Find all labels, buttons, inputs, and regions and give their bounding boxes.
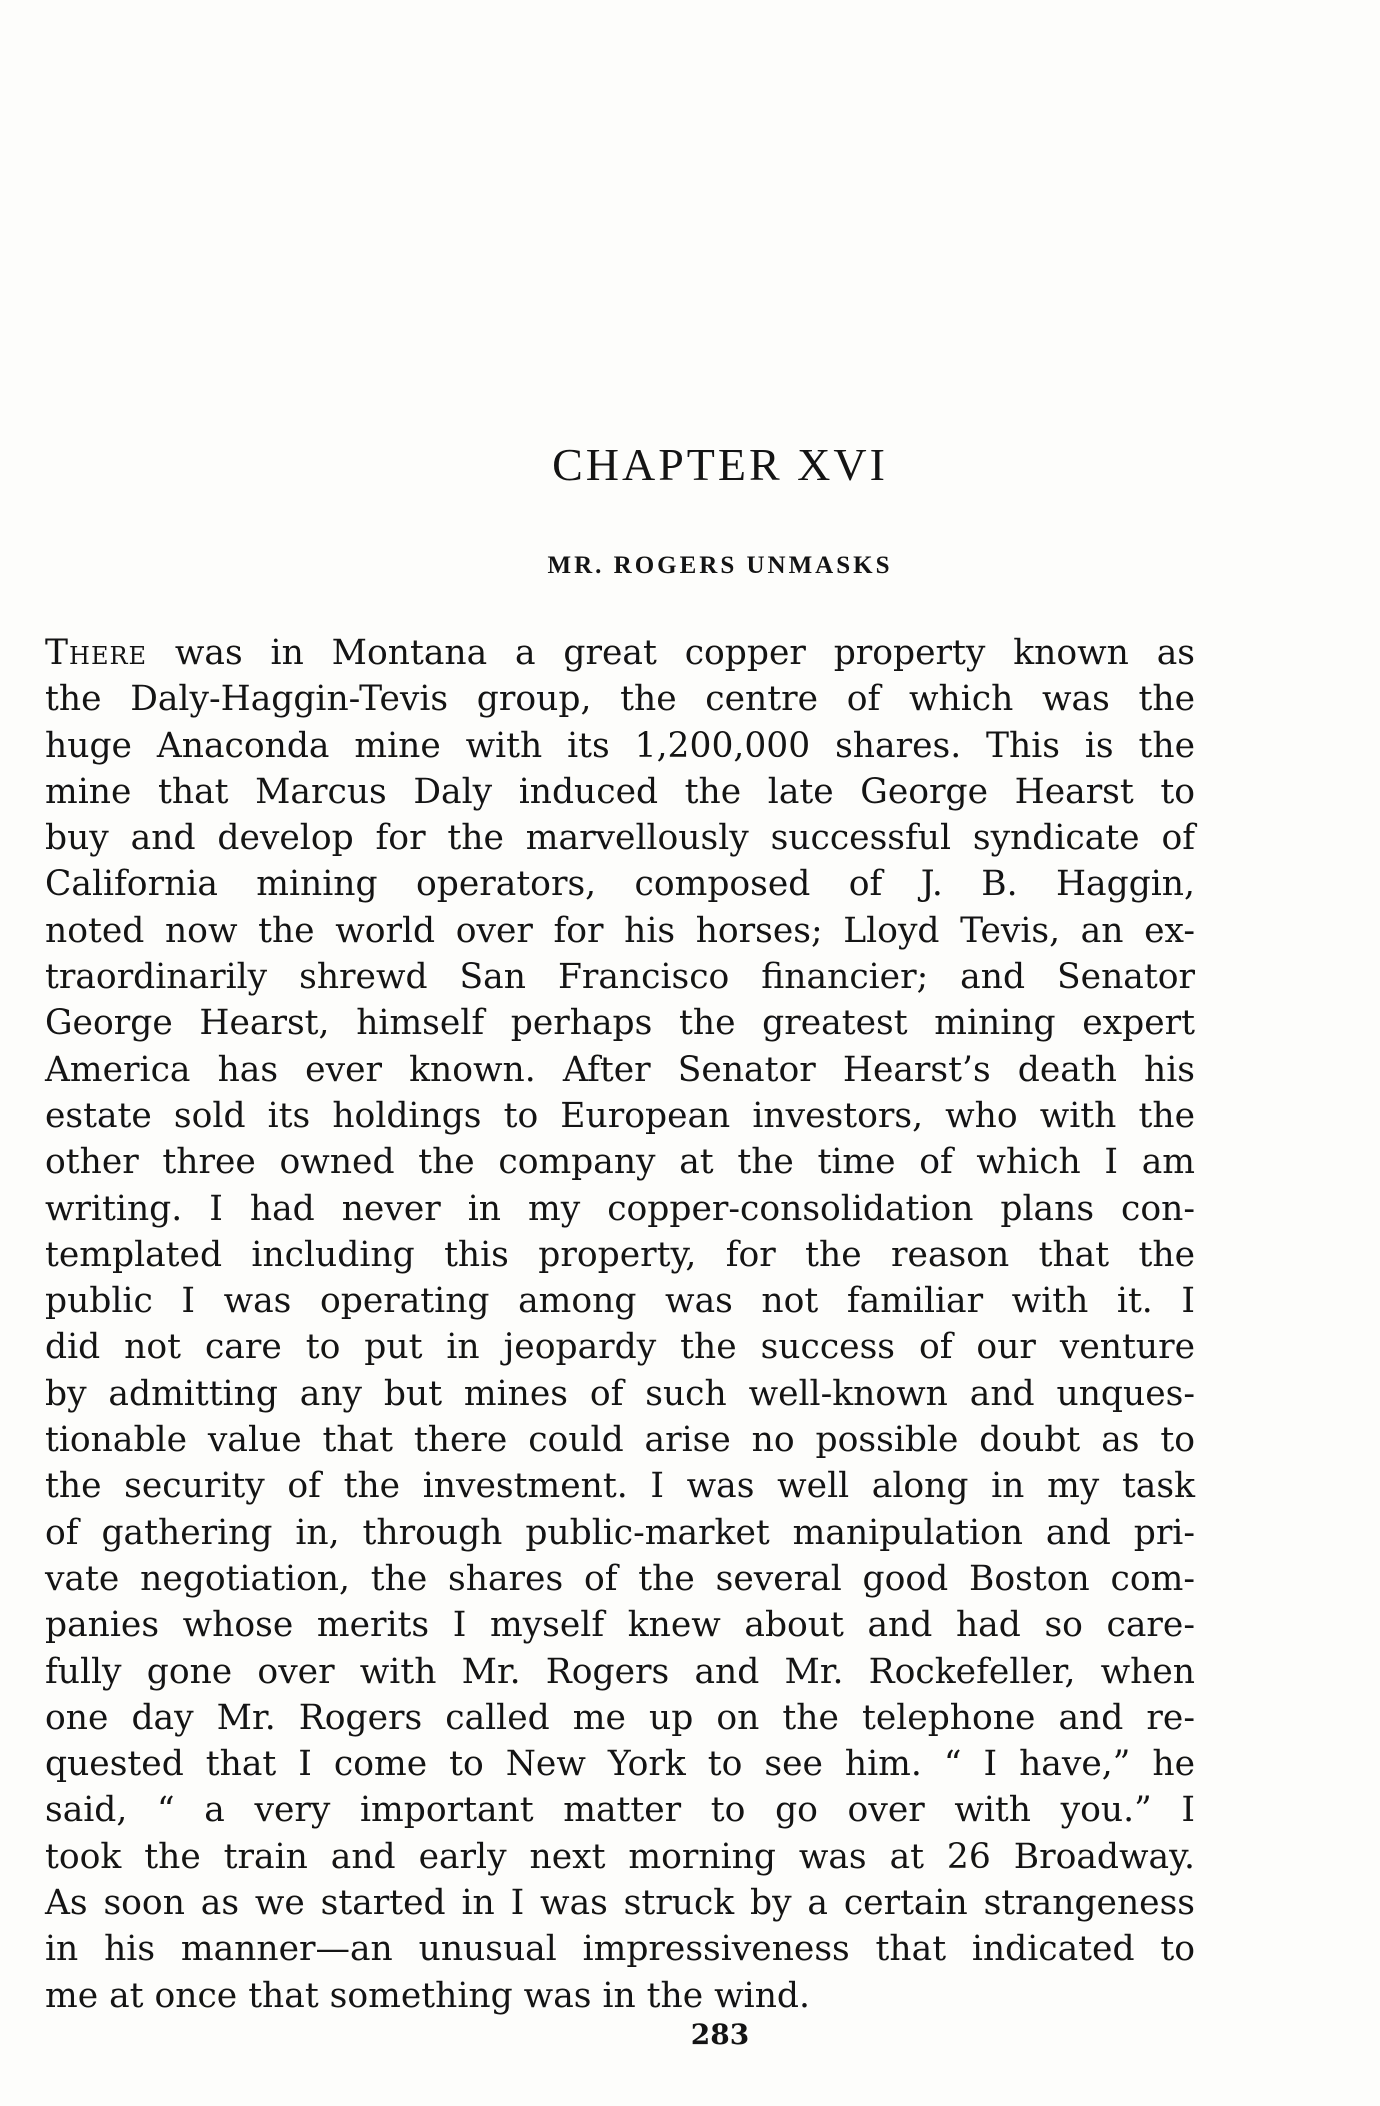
text-line: said, “ a very important matter to go over with you.” I <box>45 1790 1195 1831</box>
text-line: traordinarily shrewd San Francisco financier; and Senator <box>45 957 1195 998</box>
text-line: George Hearst, himself perhaps the greatest mining expert <box>45 1003 1195 1044</box>
text-line <box>45 630 1195 676</box>
text-line: huge Anaconda mine with its 1,200,000 shares. This is the <box>45 725 1195 766</box>
text-line: noted now the world over for his horses; Lloyd Tevis, an ex- <box>45 910 1195 951</box>
chapter-heading: CHAPTER XVI <box>552 439 888 490</box>
text-line: buy and develop for the marvellously successful syndicate of <box>45 818 1195 859</box>
text-line: the Daly-Haggin-Tevis group, the centre of which was the <box>45 679 1195 720</box>
text-line: one day Mr. Rogers called me up on the telephone and re- <box>45 1697 1195 1738</box>
text-line: tionable value that there could arise no possible doubt as to <box>45 1420 1195 1461</box>
text-line: quested that I come to New York to see him. “ I have,” he <box>45 1744 1195 1785</box>
text-line: the security of the investment. I was well along in my task <box>45 1466 1195 1507</box>
text-line: As soon as we started in I was struck by a certain strangeness <box>45 1883 1195 1924</box>
text-line: did not care to put in jeopardy the success of our venture <box>45 1327 1195 1368</box>
text-line: panies whose merits I myself knew about and had so care- <box>45 1605 1195 1646</box>
text-line: me at once that something was in the wind. <box>45 1975 810 2016</box>
text-line: in his manner—an unusual impressiveness that indicated to <box>45 1929 1195 1970</box>
text-line: by admitting any but mines of such well-known and unques- <box>45 1373 1195 1414</box>
page-number: 283 <box>690 2018 750 2051</box>
text-line: took the train and early next morning was at 26 Broadway. <box>45 1836 1195 1877</box>
text-line: mine that Marcus Daly induced the late George Hearst to <box>45 771 1195 812</box>
text-line: estate sold its holdings to European investors, who with the <box>45 1095 1195 1136</box>
text-line: fully gone over with Mr. Rogers and Mr. Rockefeller, when <box>45 1651 1195 1692</box>
text-line: other three owned the company at the time of which I am <box>45 1142 1195 1183</box>
text-line: vate negotiation, the shares of the several good Boston com- <box>45 1558 1195 1599</box>
text-line: of gathering in, through public-market manipulation and pri- <box>45 1512 1195 1553</box>
text-line: public I was operating among was not familiar with it. I <box>45 1281 1195 1322</box>
text-line-content: was in Montana a great copper property known as <box>147 633 1195 673</box>
chapter-subtitle: MR. ROGERS UNMASKS <box>547 552 893 579</box>
text-line: America has ever known. After Senator Hearst’s death his <box>45 1049 1195 1090</box>
text-line: California mining operators, composed of J. B. Haggin, <box>45 864 1195 905</box>
text-line: templated including this property, for the reason that the <box>45 1234 1195 1275</box>
text-line: writing. I had never in my copper-consolidation plans con- <box>45 1188 1195 1229</box>
chapter-body-text <box>45 630 1195 2019</box>
opening-word: There <box>45 633 148 673</box>
